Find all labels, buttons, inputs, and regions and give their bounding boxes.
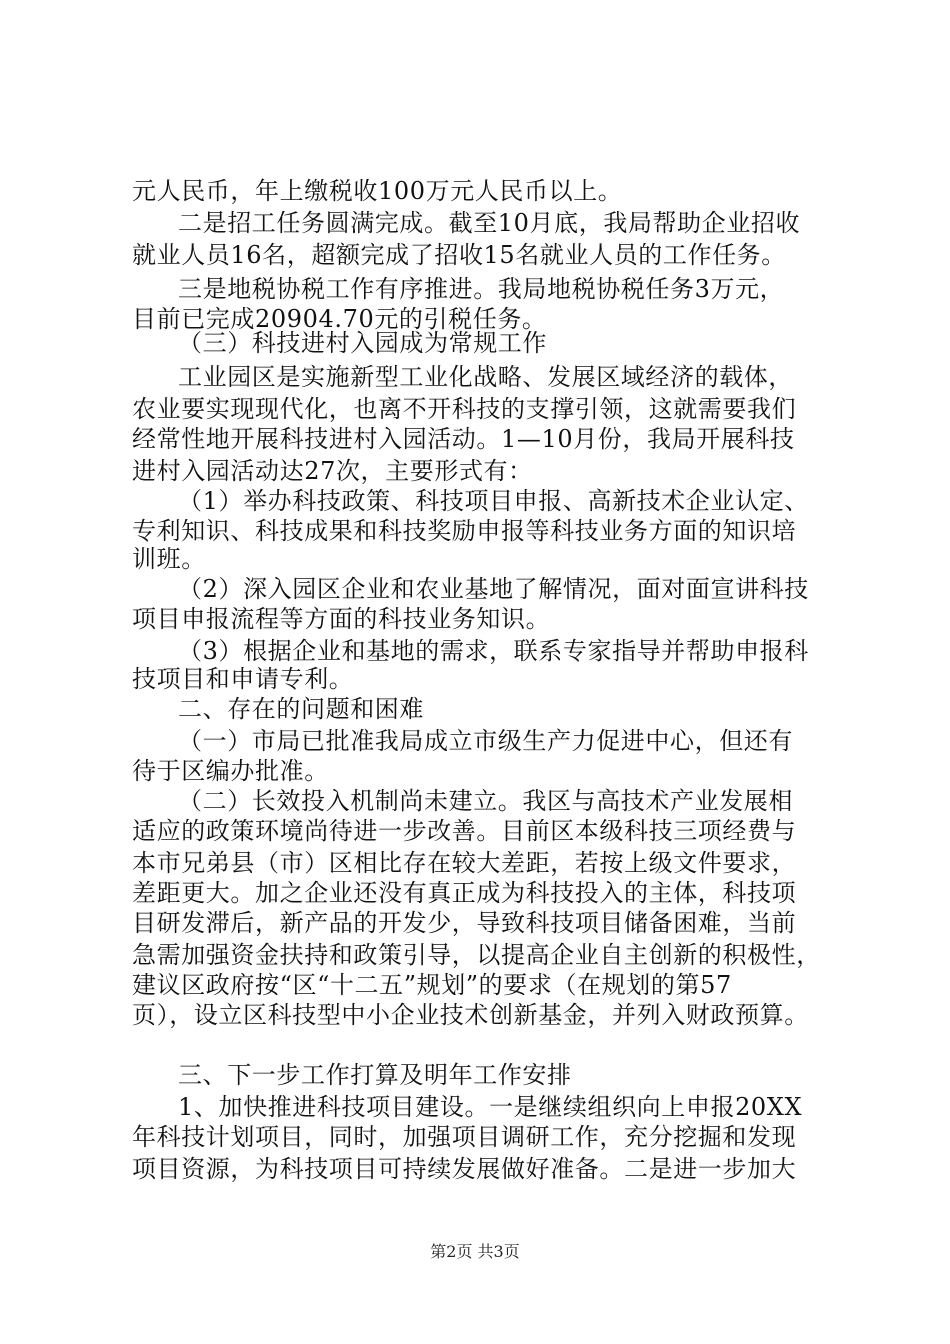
paragraph-line: 元人民币，年上缴税收100万元人民币以上。: [132, 177, 623, 205]
paragraph-line: 就业人员16名，超额完成了招收15名就业人员的工作任务。: [132, 241, 786, 269]
paragraph-line: 待于区编办批准。: [132, 757, 329, 785]
paragraph-line: 训班。: [132, 545, 206, 573]
paragraph-line: 1、加快推进科技项目建设。一是继续组织向上申报20XX: [178, 1093, 803, 1121]
list-item: （2）深入园区企业和农业基地了解情况，面对面宣讲科技: [178, 575, 809, 603]
paragraph-line: 经常性地开展科技进村入园活动。1—10月份，我局开展科技: [132, 425, 795, 453]
paragraph-line: （一）市局已批准我局成立市级生产力促进中心，但还有: [178, 727, 793, 755]
paragraph-line: 急需加强资金扶持和政策引导，以提高企业自主创新的积极性，: [132, 941, 821, 969]
paragraph-line: 目研发滞后，新产品的开发少，导致科技项目储备困难，当前: [132, 909, 797, 937]
paragraph-line: 差距更大。加之企业还没有真正成为科技投入的主体，科技项: [132, 879, 797, 907]
paragraph-line: 适应的政策环境尚待进一步改善。目前区本级科技三项经费与: [132, 817, 797, 845]
paragraph-line: 专利知识、科技成果和科技奖励申报等科技业务方面的知识培: [132, 517, 797, 545]
paragraph-line: 工业园区是实施新型工业化战略、发展区域经济的载体，: [178, 363, 793, 391]
paragraph-line: 建议区政府按“区“十二五”规划”的要求（在规划的第57: [132, 971, 732, 999]
paragraph-line: （二）长效投入机制尚未建立。我区与高技术产业发展相: [178, 787, 793, 815]
page-number-footer: 第2页 共3页: [430, 1242, 520, 1261]
paragraph-line: 目前已完成20904.70元的引税任务。: [132, 305, 547, 333]
paragraph-line: 农业要实现现代化，也离不开科技的支撑引领，这就需要我们: [132, 395, 797, 423]
paragraph-line: 本市兄弟县（市）区相比存在较大差距，若按上级文件要求，: [132, 849, 797, 877]
paragraph-line: 进村入园活动达27次，主要形式有：: [132, 457, 533, 485]
section-heading: 二、存在的问题和困难: [178, 695, 424, 723]
paragraph-line: 二是招工任务圆满完成。截至10月底，我局帮助企业招收: [178, 209, 801, 237]
paragraph-line: 项目申报流程等方面的科技业务知识。: [132, 605, 551, 633]
list-item: （3）根据企业和基地的需求，联系专家指导并帮助申报科: [178, 637, 809, 665]
paragraph-line: 三是地税协税工作有序推进。我局地税协税任务3万元，: [178, 275, 785, 303]
section-heading: 三、下一步工作打算及明年工作安排: [178, 1061, 572, 1089]
section-heading: （三）科技进村入园成为常规工作: [178, 329, 547, 357]
paragraph-line: 年科技计划项目，同时，加强项目调研工作，充分挖掘和发现: [132, 1123, 797, 1151]
paragraph-line: 页），设立区科技型中小企业技术创新基金，并列入财政预算。: [132, 1001, 809, 1029]
paragraph-line: 项目资源，为科技项目可持续发展做好准备。二是进一步加大: [132, 1155, 797, 1183]
list-item: （1）举办科技政策、科技项目申报、高新技术企业认定、: [178, 487, 809, 515]
paragraph-line: 技项目和申请专利。: [132, 665, 354, 693]
